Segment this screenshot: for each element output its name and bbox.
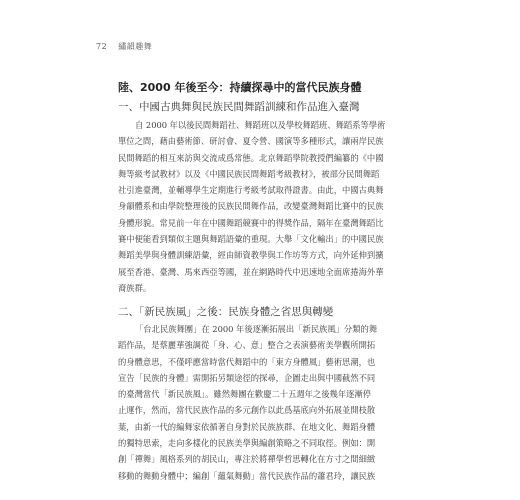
paragraph-1 xyxy=(118,117,408,296)
paragraph-line: 身韻體系和由學院整理後的民族民間舞作品，改變臺灣舞蹈比賽中的民族 xyxy=(118,201,384,212)
paragraph-line: 賽中便能看到類似主題與舞蹈語彙的重現。大舉「文化輸出」的中國民族 xyxy=(118,234,384,245)
paragraph-line: 社引進臺灣，並輔導學生定期進行考級考試取得證書。由此，中國古典舞 xyxy=(118,185,384,196)
paragraph-line: 展至香港、臺灣、馬來西亞等國，並在網路時代中迅速地全面席捲海外華 xyxy=(118,266,384,277)
book-title: 繡韻趣舞 xyxy=(118,42,153,51)
subsection-heading-1: 一、中國古典舞與民族民間舞蹈訓練和作品進入臺灣 xyxy=(118,101,360,113)
paragraph-line: 創「禪舞」風格系列的胡民山，專注於將禪學哲思轉化在方寸之間細緻 xyxy=(118,454,376,465)
paragraph-line: 裔族群。 xyxy=(118,282,152,293)
paragraph-line: 單位之間，藉由藝術節、研討會、夏令營、國演等多種形式，讓兩岸民族 xyxy=(118,136,384,147)
page-number: 72 xyxy=(96,42,108,51)
running-header xyxy=(96,41,152,52)
paragraph-line: 舞蹈美學與身體訓練語彙，經由師資教學與工作坊等方式，向外延伸到擴 xyxy=(118,250,384,261)
paragraph-line: 民間舞蹈的相互來訪與交流成爲常態。北京舞蹈學院教授們編纂的《中國 xyxy=(118,152,384,163)
paragraph-2 xyxy=(118,321,408,484)
paragraph-line: 的獨特思索，走向多樣化的民族美學與編創策略之不同取徑。例如：開 xyxy=(118,438,376,449)
paragraph-line: 的臺灣當代「新民族風」。雖然舞團在歡慶二十五週年之後幾年逐漸停 xyxy=(118,389,372,400)
section-heading: 陸、2000 年後至今：持續探尋中的當代民族身體 xyxy=(118,81,362,94)
subsection-heading-2: 二、「新民族風」之後：民族身體之省思與轉變 xyxy=(118,306,334,318)
paragraph-line: 的身體意思，不僅呼應當時當代舞蹈中的「東方身體風」藝術思潮，也 xyxy=(118,356,376,367)
paragraph-line: 身體形貌。常見前一年在中國舞蹈競賽中的得獎作品，隔年在臺灣舞蹈比 xyxy=(118,217,384,228)
paragraph-line: 自 2000 年以後民間舞蹈社、舞蹈班以及學校舞蹈班、舞蹈系等學術 xyxy=(135,120,386,130)
paragraph-line: 「台北民族舞團」在 2000 年後逐漸拓展出「新民族風」分類的舞 xyxy=(135,324,378,334)
paragraph-line: 葉，由新一代的編舞家依循著自身對於民族族群、在地文化、舞蹈身體 xyxy=(118,421,376,432)
paragraph-line: 宣告「民族的身體」需開拓另類途徑的探尋，企圖走出與中國截然不同 xyxy=(118,372,376,383)
paragraph-line: 止運作，然而，當代民族作品的多元創作以此爲基底向外拓展並開枝散 xyxy=(118,405,376,416)
paragraph-line: 舞等級考試教材》以及《中國民族民間舞蹈考級教材》，被部分民間舞蹈 xyxy=(118,168,380,179)
paragraph-line: 蹈作品，是蔡麗華強調從「身、心、意」整合之表演藝術美學觀所開拓 xyxy=(118,340,376,351)
paragraph-line: 移動的舞動身體中；編創「蘊氣舞動」當代民族作品的蕭君玲，讓民族 xyxy=(118,470,376,481)
